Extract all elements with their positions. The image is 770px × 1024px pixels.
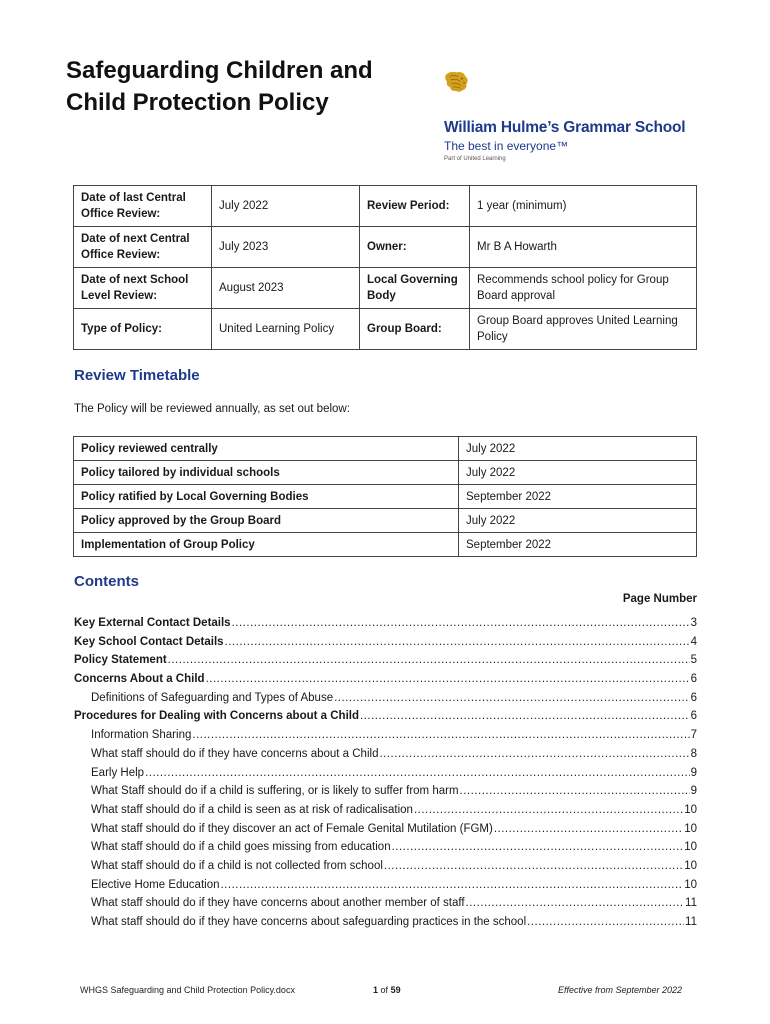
toc-entry-page: 6 [690,691,697,704]
toc-entry[interactable] [74,670,697,689]
meta-row [74,227,697,268]
timetable-date: September 2022 [459,485,697,509]
school-tagline: The best in everyone™ [444,139,569,153]
toc-leader-dots [384,857,683,876]
toc-entry[interactable] [74,707,697,726]
toc-entry-title: What staff should do if they discover an act of Female Genital Mutilation (FGM) [91,822,493,835]
toc-leader-dots [494,820,683,839]
meta-row [74,309,697,350]
toc-entry-title: Early Help [91,766,145,779]
title-line-1: Safeguarding Children and [66,57,373,84]
footer-effective-date: Effective from September 2022 [557,985,682,995]
meta-label: Owner: [360,227,470,268]
toc-entry-page: 10 [684,841,697,854]
toc-entry-title: Information Sharing [91,729,192,742]
meta-label: Review Period: [360,186,470,227]
meta-value: Mr B A Howarth [470,227,697,268]
toc-leader-dots [334,689,689,708]
toc-leader-dots [225,633,690,652]
toc-entry[interactable] [74,689,697,708]
toc-entry-title: Definitions of Safeguarding and Types of Abuse [91,691,334,704]
toc-entry-page: 7 [690,729,697,742]
meta-label: Date of last Central Office Review: [74,186,212,227]
toc-leader-dots [232,614,690,633]
toc-leader-dots [466,894,685,913]
review-timetable-heading: Review Timetable [74,367,200,384]
document-title [66,55,426,119]
toc-entry-page: 10 [684,803,697,816]
toc-entry[interactable] [74,745,697,764]
timetable-row [74,461,697,485]
toc-entry[interactable] [74,633,697,652]
toc-entry-page: 10 [684,859,697,872]
toc-entry-title: What Staff should do if a child is suffering, or is likely to suffer from harm [91,785,459,798]
timetable-row [74,437,697,461]
timetable-date: September 2022 [459,533,697,557]
toc-entry-title: Key School Contact Details [74,635,224,648]
toc-leader-dots [220,876,683,895]
timetable-row [74,509,697,533]
timetable-item: Policy approved by the Group Board [74,509,459,533]
toc-entry-title: What staff should do if a child is not collected from school [91,859,383,872]
meta-value: July 2023 [212,227,360,268]
toc-leader-dots [145,764,690,783]
toc-leader-dots [192,726,689,745]
footer-page-current: 1 [373,985,379,995]
meta-value: August 2023 [212,268,360,309]
toc-entry-title: What staff should do if they have concerns about another member of staff [91,897,465,910]
meta-row [74,268,697,309]
toc-entry[interactable] [74,876,697,895]
title-line-2: Child Protection Policy [66,89,329,116]
meta-label: Date of next School Level Review: [74,268,212,309]
meta-value: United Learning Policy [212,309,360,350]
review-intro: The Policy will be reviewed annually, as set out below: [74,403,350,415]
timetable-item: Policy ratified by Local Governing Bodies [74,485,459,509]
toc-entry[interactable] [74,820,697,839]
toc-entry[interactable] [74,614,697,633]
toc-entry[interactable] [74,801,697,820]
table-of-contents [74,614,697,932]
toc-leader-dots [168,651,690,670]
toc-entry[interactable] [74,894,697,913]
toc-entry[interactable] [74,726,697,745]
toc-entry-page: 5 [690,654,697,667]
toc-entry-page: 11 [685,897,697,910]
toc-entry-title: Procedures for Dealing with Concerns about a Child [74,710,359,723]
review-timetable-table [73,436,697,557]
contents-heading: Contents [74,573,139,590]
toc-leader-dots [392,838,684,857]
toc-entry-title: What staff should do if a child goes missing from education [91,841,391,854]
policy-meta-table [73,185,697,350]
toc-entry[interactable] [74,651,697,670]
lion-logo-icon [444,55,524,120]
page-number-label: Page Number [622,593,697,605]
timetable-date: July 2022 [459,461,697,485]
meta-value: July 2022 [212,186,360,227]
toc-entry[interactable] [74,764,697,783]
toc-entry-title: What staff should do if they have concerns about a Child [91,747,379,760]
meta-label: Type of Policy: [74,309,212,350]
toc-entry[interactable] [74,857,697,876]
toc-entry-title: What staff should do if they have concerns about safeguarding practices in the school [91,916,527,928]
toc-entry-page: 11 [685,916,697,928]
timetable-item: Implementation of Group Policy [74,533,459,557]
toc-entry-page: 10 [684,822,697,835]
toc-entry-page: 9 [690,785,697,798]
footer-page-of: of [380,985,389,995]
toc-leader-dots [360,707,690,726]
meta-label: Date of next Central Office Review: [74,227,212,268]
toc-entry[interactable] [74,782,697,801]
toc-entry[interactable] [74,838,697,857]
meta-value: Group Board approves United Learning Policy [470,309,697,350]
footer-page-indicator [373,985,401,995]
school-name: William Hulme’s Grammar School [444,119,686,136]
footer-filename: WHGS Safeguarding and Child Protection Policy.docx [80,985,295,995]
toc-entry-title: Elective Home Education [91,878,220,891]
meta-row [74,186,697,227]
toc-entry-page: 6 [690,673,697,686]
meta-label: Local Governing Body [360,268,470,309]
timetable-row [74,533,697,557]
toc-entry-title: What staff should do if a child is seen as at risk of radicalisation [91,803,413,816]
toc-entry-page: 9 [690,766,697,779]
meta-value: Recommends school policy for Group Board approval [470,268,697,309]
timetable-item: Policy reviewed centrally [74,437,459,461]
timetable-row [74,485,697,509]
toc-entry[interactable] [74,913,697,932]
toc-leader-dots [460,782,690,801]
timetable-date: July 2022 [459,437,697,461]
meta-label: Group Board: [360,309,470,350]
toc-entry-title: Policy Statement [74,654,167,667]
toc-entry-title: Key External Contact Details [74,617,231,629]
footer-page-total: 59 [390,985,401,995]
toc-entry-page: 8 [690,747,697,760]
toc-leader-dots [527,913,684,932]
school-sub-tagline: Part of United Learning [444,156,506,162]
toc-leader-dots [414,801,683,820]
timetable-item: Policy tailored by individual schools [74,461,459,485]
toc-leader-dots [206,670,690,689]
toc-entry-page: 4 [690,635,697,648]
timetable-date: July 2022 [459,509,697,533]
toc-entry-title: Concerns About a Child [74,673,205,686]
toc-entry-page: 10 [684,878,697,891]
toc-entry-page: 6 [690,710,697,723]
toc-leader-dots [379,745,689,764]
toc-entry-page: 3 [690,617,697,629]
meta-value: 1 year (minimum) [470,186,697,227]
